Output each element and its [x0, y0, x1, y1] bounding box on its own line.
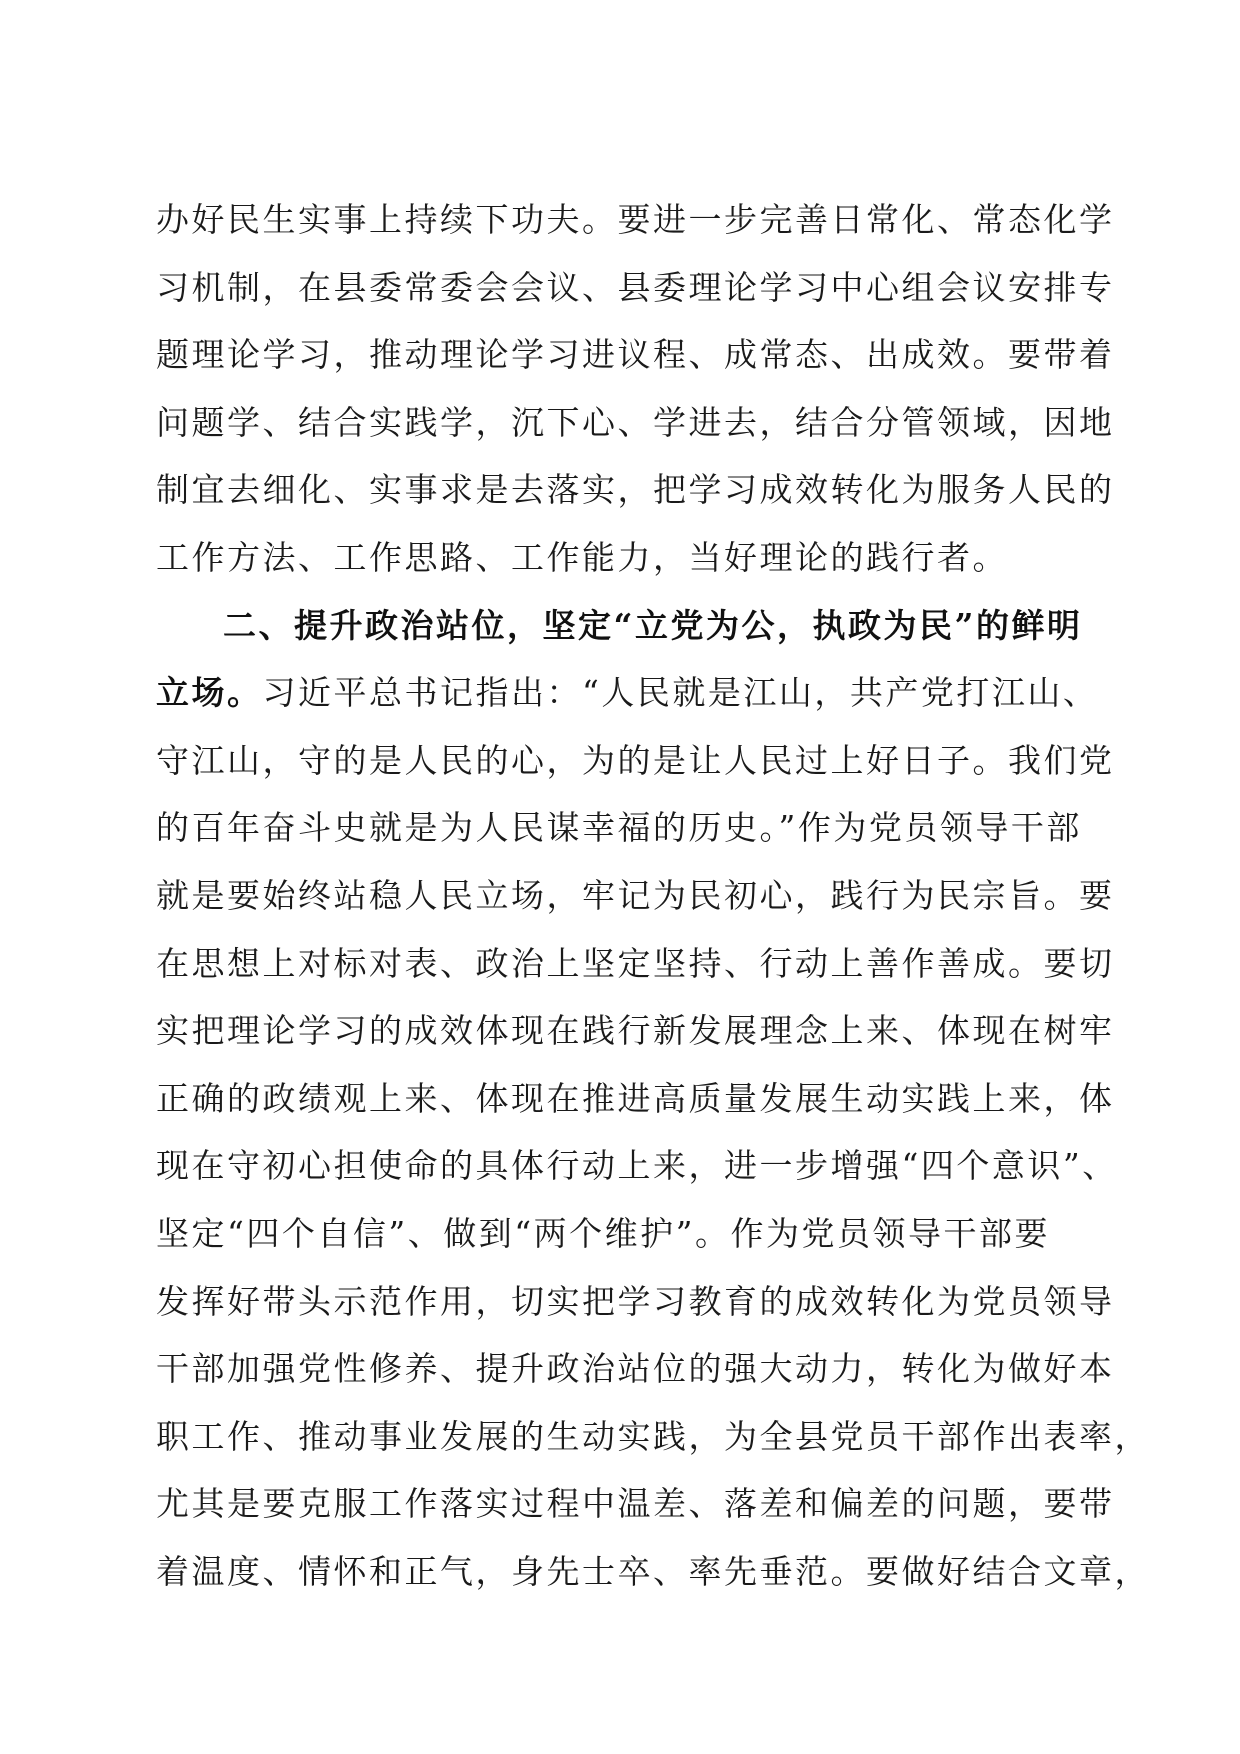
paragraph-line: 办好民生实事上持续下功夫。要进一步完善日常化、常态化学: [156, 200, 1115, 239]
paragraph-line: 实把理论学习的成效体现在践行新发展理念上来、体现在树牢: [156, 1011, 1115, 1051]
body-text: [156, 186, 1150, 1605]
paragraph-line: 工作方法、工作思路、工作能力，当好理论的践行者。: [156, 537, 1008, 577]
paragraph-line: 就是要始终站稳人民立场，牢记为民初心，践行为民宗旨。要: [156, 875, 1115, 915]
paragraph-line: 职工作、推动事业发展的生动实践，为全县党员干部作出表率，: [156, 1416, 1150, 1456]
paragraph-line: 题理论学习，推动理论学习进议程、成常态、出成效。要带着: [156, 335, 1115, 375]
paragraph-line: 尤其是要克服工作落实过程中温差、落差和偏差的问题，要带: [156, 1484, 1115, 1524]
paragraph-line: 在思想上对标对表、政治上坚定坚持、行动上善作善成。要切: [156, 943, 1115, 983]
section-heading: 二、提升政治站位，坚定“立党为公，执政为民”的鲜明: [223, 605, 1083, 645]
paragraph-line: 制宜去细化、实事求是去落实，把学习成效转化为服务人民的: [156, 470, 1115, 510]
section-heading-end: 立场。: [156, 673, 263, 713]
paragraph-line: 守江山，守的是人民的心，为的是让人民过上好日子。我们党: [156, 740, 1115, 780]
section-heading-continuation: [156, 659, 1099, 727]
paragraph-line: 习机制，在县委常委会会议、县委理论学习中心组会议安排专: [156, 267, 1115, 307]
paragraph-line: 正确的政绩观上来、体现在推进高质量发展生动实践上来，体: [156, 1078, 1115, 1118]
paragraph-line: 干部加强党性修养、提升政治站位的强大动力，转化为做好本: [156, 1349, 1115, 1389]
paragraph-line: 发挥好带头示范作用，切实把学习教育的成效转化为党员领导: [156, 1281, 1115, 1321]
paragraph-line: 着温度、情怀和正气，身先士卒、率先垂范。要做好结合文章，: [156, 1551, 1150, 1591]
paragraph-line: 现在守初心担使命的具体行动上来，进一步增强“四个意识”、: [156, 1146, 1118, 1186]
paragraph-line: 的百年奋斗史就是为人民谋幸福的历史。”作为党员领导干部: [156, 808, 1082, 848]
paragraph-line: 问题学、结合实践学，沉下心、学进去，结合分管领域，因地: [156, 402, 1115, 442]
paragraph-text: 习近平总书记指出：“人民就是江山，共产党打江山、: [262, 673, 1099, 713]
paragraph-line: 坚定“四个自信”、做到“两个维护”。作为党员领导干部要: [156, 1213, 1050, 1253]
